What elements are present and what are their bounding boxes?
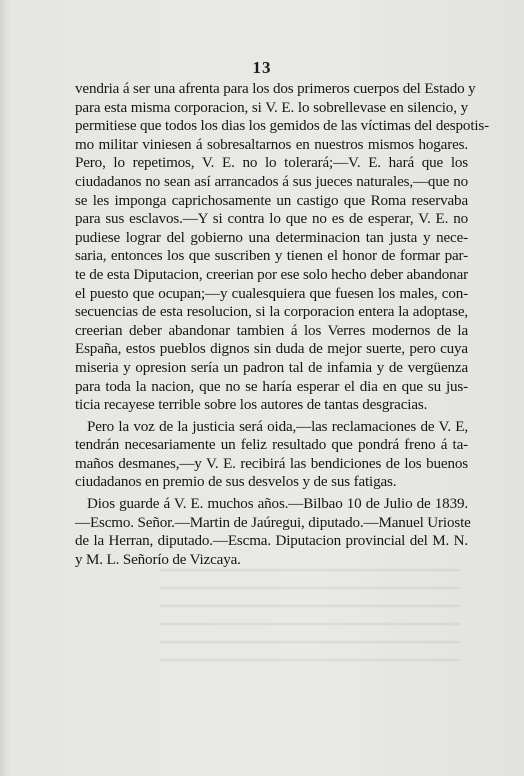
- text-line: ticia recayese terrible sobre los autores de tantas desgracias.: [75, 397, 428, 414]
- text-line: pudiese lograr del gobierno una determinacion tan justa y nece-: [75, 229, 468, 246]
- body-text: [75, 80, 490, 569]
- text-line: Pero la voz de la justicia será oida,—las reclamaciones de V. E,: [87, 418, 468, 435]
- text-line: vendria á ser una afrenta para los dos primeros cuerpos del Estado y: [75, 81, 476, 97]
- text-line: Pero, lo repetimos, V. E. no lo tolerará;—V. E. hará que los: [75, 155, 468, 172]
- text-line: creerian deber abandonar tambien á los Verres modernos de la: [75, 322, 468, 339]
- text-line: el puesto que ocupan;—y cualesquiera que fuesen los males, con-: [75, 285, 468, 302]
- text-line: para sus esclavos.—Y si contra lo que no es de esperar, V. E. no: [75, 211, 468, 228]
- text-line: y M. L. Señorío de Vizcaya.: [75, 551, 241, 568]
- text-line: —Escmo. Señor.—Martin de Jaúregui, diputado.—Manuel Urioste: [75, 514, 471, 531]
- text-line: Dios guarde á V. E. muchos años.—Bilbao 10 de Julio de 1839.: [87, 496, 468, 513]
- text-line: secuencias de esta resolucion, si la corporacion entera la adoptase,: [75, 304, 468, 321]
- text-line: saria, entonces los que suscriben y tienen el honor de formar par-: [75, 248, 468, 265]
- text-line: para esta misma corporacion, si V. E. lo sobrellevase en silencio, y: [75, 99, 468, 116]
- text-line: de la Herran, diputado.—Escma. Diputacion provincial del M. N.: [75, 533, 468, 550]
- text-line: tendrán necesariamente un feliz resultado que pondrá freno á ta-: [75, 437, 468, 454]
- text-line: miseria y opresion sería un padron tal de infamia y de vergüenza: [75, 359, 468, 376]
- text-line: se les imponga caprichosamente un castigo que Roma reservaba: [75, 192, 468, 209]
- text-line: permitiese que todos los dias los gemidos de las víctimas del despotis-: [75, 118, 490, 135]
- bleed-through-shadow: [160, 560, 460, 670]
- text-line: te de esta Diputacion, creerian por ese solo hecho deber abandonar: [75, 266, 468, 283]
- text-line: mo militar viniesen á sobresaltarnos en nuestros mismos hogares.: [75, 136, 468, 153]
- text-line: España, estos pueblos dignos sin duda de mejor suerte, pero cuya: [75, 341, 468, 358]
- page-number: 13: [252, 58, 272, 77]
- text-line: ciudadanos no sean así arrancados á sus jueces naturales,—que no: [75, 173, 468, 190]
- text-line: ciudadanos en premio de sus desvelos y de sus fatigas.: [75, 474, 397, 491]
- paragraph: [75, 80, 490, 415]
- paragraph: [75, 418, 468, 492]
- text-line: maños desmanes,—y V. E. recibirá las bendiciones de los buenos: [75, 455, 468, 472]
- paragraph: [75, 495, 471, 569]
- text-line: para toda la nacion, que no se haría esperar el dia en que su jus-: [75, 378, 468, 395]
